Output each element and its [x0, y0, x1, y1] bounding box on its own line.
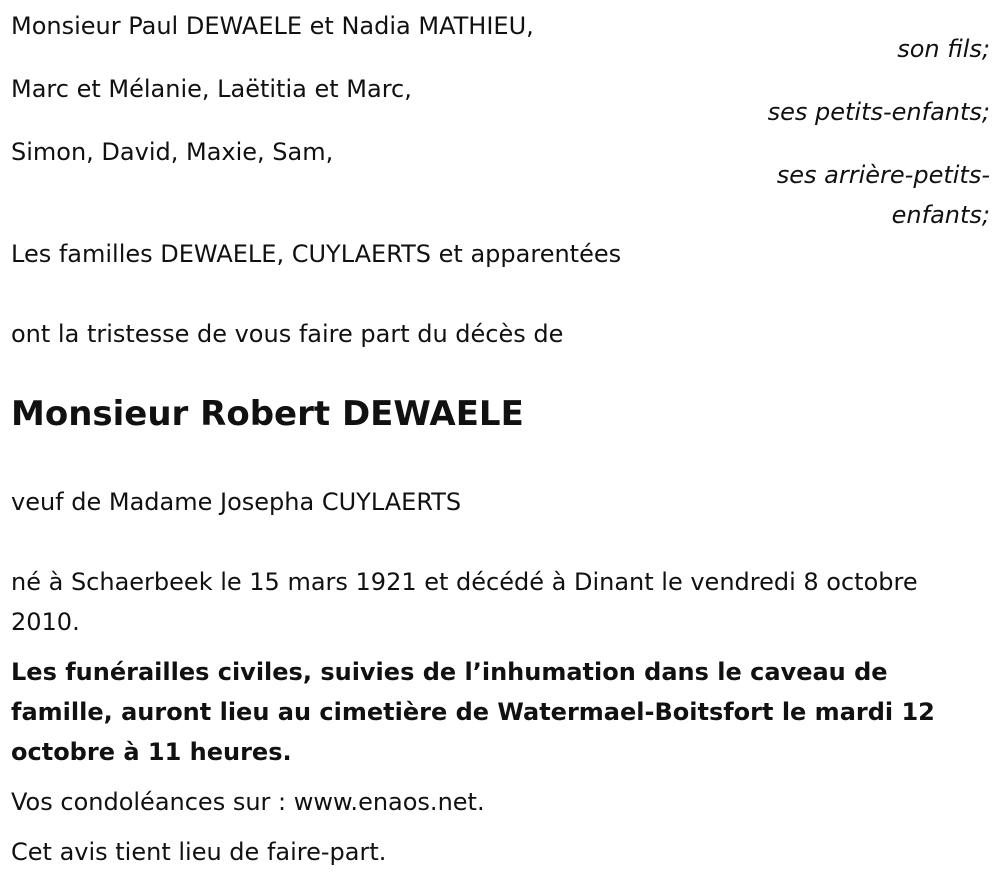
spouse-line: veuf de Madame Josepha CUYLAERTS	[11, 488, 462, 516]
notice-line: Cet avis tient lieu de faire-part.	[11, 838, 387, 866]
family-relation-great-grandchildren: ses arrière-petits-enfants;	[776, 161, 990, 229]
birth-death-details: né à Schaerbeek le 15 mars 1921 et décédé à Dinant le vendredi 8 octobre 2010.	[11, 568, 918, 636]
family-names-great-grandchildren: Simon, David, Maxie, Sam,	[11, 138, 334, 166]
announcement-text: ont la tristesse de vous faire part du décès de	[11, 320, 564, 348]
family-names-grandchildren: Marc et Mélanie, Laëtitia et Marc,	[11, 75, 412, 103]
funeral-details: Les funérailles civiles, suivies de l’inhumation dans le caveau de famille, auront lieu au cimetière de Watermael-Boitsfort le mardi 12 octobre à 11 heures.	[11, 658, 935, 766]
family-names-son: Monsieur Paul DEWAELE et Nadia MATHIEU,	[11, 12, 534, 40]
families-line: Les familles DEWAELE, CUYLAERTS et apparentées	[11, 240, 622, 268]
family-relation-son: son fils;	[897, 35, 990, 63]
family-relation-grandchildren: ses petits-enfants;	[767, 98, 990, 126]
obituary-notice	[11, 0, 990, 886]
deceased-name: Monsieur Robert DEWAELE	[11, 394, 524, 434]
condolences-line: Vos condoléances sur : www.enaos.net.	[11, 788, 485, 816]
